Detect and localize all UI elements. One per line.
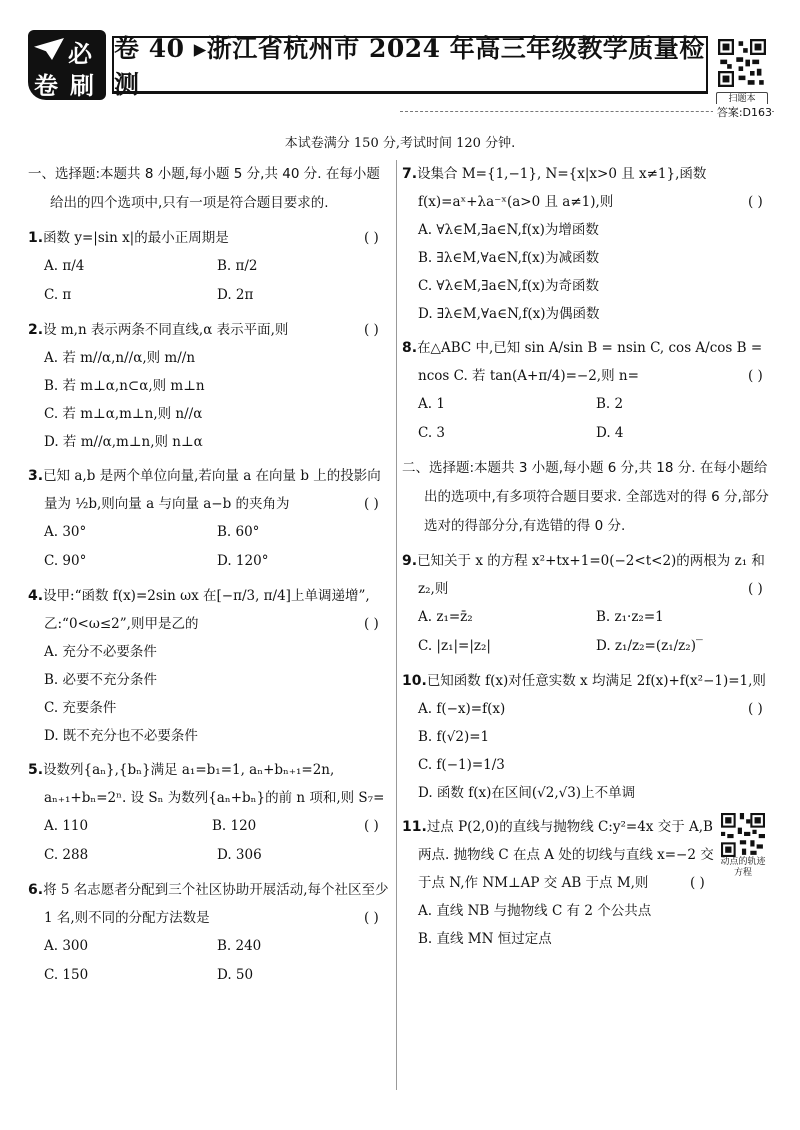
- option-c: C. 288: [44, 847, 89, 863]
- option-a: A. 直线 NB 与抛物线 C 有 2 个公共点: [418, 903, 652, 919]
- header: [28, 28, 774, 104]
- option-d: D. 函数 f(x)在区间(√2,√3)上不单调: [418, 785, 636, 801]
- question-number: 6.: [28, 882, 44, 898]
- brand-logo: [28, 30, 106, 100]
- option-a: A. 充分不必要条件: [44, 644, 157, 660]
- qr-note: 动点的轨迹方程: [720, 857, 766, 878]
- option-a: A. π/4: [44, 258, 85, 274]
- option-d: D. 4: [596, 425, 624, 441]
- title-box: [112, 33, 708, 99]
- question-number: 2.: [28, 322, 44, 338]
- logo-char-2: 卷: [34, 72, 58, 100]
- option-b: B. π/2: [217, 258, 258, 274]
- option-a: A. z₁=z̄₂: [418, 609, 473, 625]
- question-stem: 已知关于 x 的方程 x²+tx+1=0(−2<t<2)的两根为 z₁ 和 z₂,则: [417, 553, 765, 597]
- question-number: 1.: [28, 230, 44, 246]
- exam-intro: 本试卷满分 150 分,考试时间 120 分钟.: [284, 136, 516, 151]
- page-title: 卷 40 ▸浙江省杭州市 2024 年高三年级教学质量检测: [114, 33, 705, 99]
- option-b: B. z₁·z₂=1: [596, 609, 664, 625]
- option-c: C. f(−1)=1/3: [418, 757, 505, 773]
- option-c: C. 90°: [44, 553, 87, 569]
- option-c: C. 若 m⊥α,m⊥n,则 n//α: [44, 406, 203, 422]
- qr-code-block: [720, 813, 766, 879]
- option-b: B. 若 m⊥α,n⊂α,则 m⊥n: [44, 378, 205, 394]
- option-a: A. 30°: [44, 524, 87, 540]
- column-divider: [396, 160, 397, 1090]
- question-4: 4.设甲:“函数 f(x)=2sin ωx 在[−π/3, π/4]上单调递增”, 乙:“0<ω≤2”,则甲是乙的 ( ) A. 充分不必要条件 B. 必要不充分条件 C. 充要条件 D. 既不充分也不必要条件: [28, 582, 390, 750]
- option-d: D. ∃λ∈M,∀a∈N,f(x)为偶函数: [418, 306, 600, 322]
- answer-code: 答案:D163: [713, 104, 772, 120]
- option-d: D. 306: [217, 847, 262, 863]
- question-7: 7.设集合 M={1,−1}, N={x|x>0 且 x≠1},函数 f(x)=aˣ+λa⁻ˣ(a>0 且 a≠1),则 ( ) A. ∀λ∈M,∃a∈N,f(x)为增函数 B. ∃λ∈M,∀a∈N,f(x)为减函数 C. ∀λ∈M,∃a∈N,f(x)为奇函数 D. ∃λ∈M,∀a∈N,f(x)为偶函数: [402, 160, 774, 328]
- option-a: A. f(−x)=f(x): [418, 701, 506, 717]
- option-a: A. 若 m//α,n//α,则 m//n: [44, 350, 196, 366]
- question-stem: 将 5 名志愿者分配到三个社区协助开展活动,每个社区至少 1 名,则不同的分配方法数是: [43, 882, 389, 926]
- question-number: 9.: [402, 553, 418, 569]
- qr-label: 扫题本: [716, 92, 768, 106]
- logo-char-1: 必: [68, 40, 92, 68]
- option-b: B. 必要不充分条件: [44, 672, 158, 688]
- option-b: B. 120: [212, 818, 257, 834]
- question-6: 6.将 5 名志愿者分配到三个社区协助开展活动,每个社区至少 1 名,则不同的分配方法数是 ( ) A. 300 B. 240 C. 150 D. 50: [28, 876, 390, 990]
- option-c: C. |z₁|=|z₂|: [418, 638, 491, 654]
- qr-code-icon[interactable]: [718, 38, 766, 88]
- option-a: A. 1: [418, 396, 445, 412]
- option-b: B. ∃λ∈M,∀a∈N,f(x)为减函数: [418, 250, 600, 266]
- question-stem: 设数列{aₙ},{bₙ}满足 a₁=b₁=1, aₙ+bₙ₊₁=2n, aₙ₊₁+bₙ=2ⁿ. 设 Sₙ 为数列{aₙ+bₙ}的前 n 项和,则 S₇=: [43, 762, 385, 806]
- question-3: 3.已知 a,b 是两个单位向量,若向量 a 在向量 b 上的投影向量为 ½b,则向量 a 与向量 a−b 的夹角为 ( ) A. 30° B. 60° C. 90° D. 120°: [28, 462, 390, 576]
- option-d: D. 既不充分也不必要条件: [44, 728, 198, 744]
- option-b: B. 2: [596, 396, 624, 412]
- section-heading-2: 二、选择题:本题共 3 小题,每小题 6 分,共 18 分. 在每小题给出的选项中,有多项符合题目要求. 全部选对的得 6 分,部分选对的得部分分,有选错的得 0 分.: [402, 460, 769, 534]
- question-1: 1.函数 y=|sin x|的最小正周期是 ( ) A. π/4 B. π/2 C. π D. 2π: [28, 224, 390, 310]
- question-10: 10.已知函数 f(x)对任意实数 x 均满足 2f(x)+f(x²−1)=1,则 ( ) A. f(−x)=f(x) B. f(√2)=1 C. f(−1)=1/3 D. 函数 f(x)在区间(√2,√3)上不单调: [402, 667, 774, 807]
- option-c: C. 充要条件: [44, 700, 117, 716]
- option-b: B. 240: [217, 938, 262, 954]
- question-number: 8.: [402, 340, 418, 356]
- question-8: 8.在△ABC 中,已知 sin A/sin B = nsin C, cos A/cos B = ncos C. 若 tan(A+π/4)=−2,则 n= ( ) A. 1 B. 2 C. 3 D. 4: [402, 334, 774, 448]
- option-b: B. 60°: [217, 524, 260, 540]
- question-number: 11.: [402, 819, 427, 835]
- qr-code-icon[interactable]: [721, 813, 765, 857]
- section-heading-1: 一、选择题:本题共 8 小题,每小题 5 分,共 40 分. 在每小题给出的四个选项中,只有一项是符合题目要求的.: [28, 166, 380, 211]
- option-d: D. 2π: [217, 287, 254, 303]
- question-number: 5.: [28, 762, 44, 778]
- question-number: 10.: [402, 673, 427, 689]
- question-2: 2.设 m,n 表示两条不同直线,α 表示平面,则 ( ) A. 若 m//α,n//α,则 m//n B. 若 m⊥α,n⊂α,则 m⊥n C. 若 m⊥α,m⊥n,则 n//α D. 若 m//α,m⊥n,则 n⊥α: [28, 316, 390, 456]
- option-a: A. 110: [44, 818, 89, 834]
- question-5: 5.设数列{aₙ},{bₙ}满足 a₁=b₁=1, aₙ+bₙ₊₁=2n, aₙ₊₁+bₙ=2ⁿ. 设 Sₙ 为数列{aₙ+bₙ}的前 n 项和,则 S₇= ( ) A. 110 B. 120 C. 288 D. 306: [28, 756, 390, 870]
- option-c: C. ∀λ∈M,∃a∈N,f(x)为奇函数: [418, 278, 599, 294]
- option-d: D. 50: [217, 967, 254, 983]
- question-11: 11.过点 P(2,0)的直线与抛物线 C:y²=4x 交于 A,B 两点. 抛物线 C 在点 A 处的切线与直线 x=−2 交于点 N,作 NM⊥AP 交 AB 于点 M,则 ( ) A. 直线 NB 与抛物线 C 有 2 个公共点 B. 直线 MN 恒过定点 动点的轨迹方程: [402, 813, 774, 953]
- option-d: D. 120°: [217, 553, 269, 569]
- swoosh-icon: [34, 38, 64, 60]
- option-c: C. 3: [418, 425, 446, 441]
- option-c: C. 150: [44, 967, 89, 983]
- question-number: 4.: [28, 588, 44, 604]
- option-a: A. ∀λ∈M,∃a∈N,f(x)为增函数: [418, 222, 599, 238]
- question-stem: 过点 P(2,0)的直线与抛物线 C:y²=4x 交于 A,B 两点. 抛物线 C 在点 A 处的切线与直线 x=−2 交于点 N,作 NM⊥AP 交 AB 于点 M,则: [418, 819, 714, 891]
- option-d: D. 若 m//α,m⊥n,则 n⊥α: [44, 434, 203, 450]
- question-stem: 设甲:“函数 f(x)=2sin ωx 在[−π/3, π/4]上单调递增”, 乙:“0<ω≤2”,则甲是乙的: [43, 588, 370, 632]
- option-b: B. f(√2)=1: [418, 729, 490, 745]
- question-number: 7.: [402, 166, 418, 182]
- question-stem: 已知 a,b 是两个单位向量,若向量 a 在向量 b 上的投影向量为 ½b,则向量 a 与向量 a−b 的夹角为: [43, 468, 381, 512]
- option-d: D. z₁/z₂=(z₁/z₂)‾: [596, 638, 703, 654]
- question-stem: 函数 y=|sin x|的最小正周期是: [43, 230, 229, 246]
- question-stem: 设 m,n 表示两条不同直线,α 表示平面,则: [43, 322, 289, 338]
- logo-char-3: 刷: [70, 72, 94, 100]
- right-column: [402, 160, 774, 953]
- question-stem: 设集合 M={1,−1}, N={x|x>0 且 x≠1},函数 f(x)=aˣ+λa⁻ˣ(a>0 且 a≠1),则: [417, 166, 707, 210]
- option-c: C. π: [44, 287, 72, 303]
- option-b: B. 直线 MN 恒过定点: [418, 931, 552, 947]
- question-stem: 已知函数 f(x)对任意实数 x 均满足 2f(x)+f(x²−1)=1,则: [426, 673, 766, 689]
- option-a: A. 300: [44, 938, 89, 954]
- question-9: 9.已知关于 x 的方程 x²+tx+1=0(−2<t<2)的两根为 z₁ 和 z₂,则 ( ) A. z₁=z̄₂ B. z₁·z₂=1 C. |z₁|=|z₂| D. z₁/z₂=(z₁/z₂)‾: [402, 547, 774, 661]
- left-column: [28, 160, 390, 990]
- question-number: 3.: [28, 468, 44, 484]
- question-stem: 在△ABC 中,已知 sin A/sin B = nsin C, cos A/cos B = ncos C. 若 tan(A+π/4)=−2,则 n=: [417, 340, 763, 384]
